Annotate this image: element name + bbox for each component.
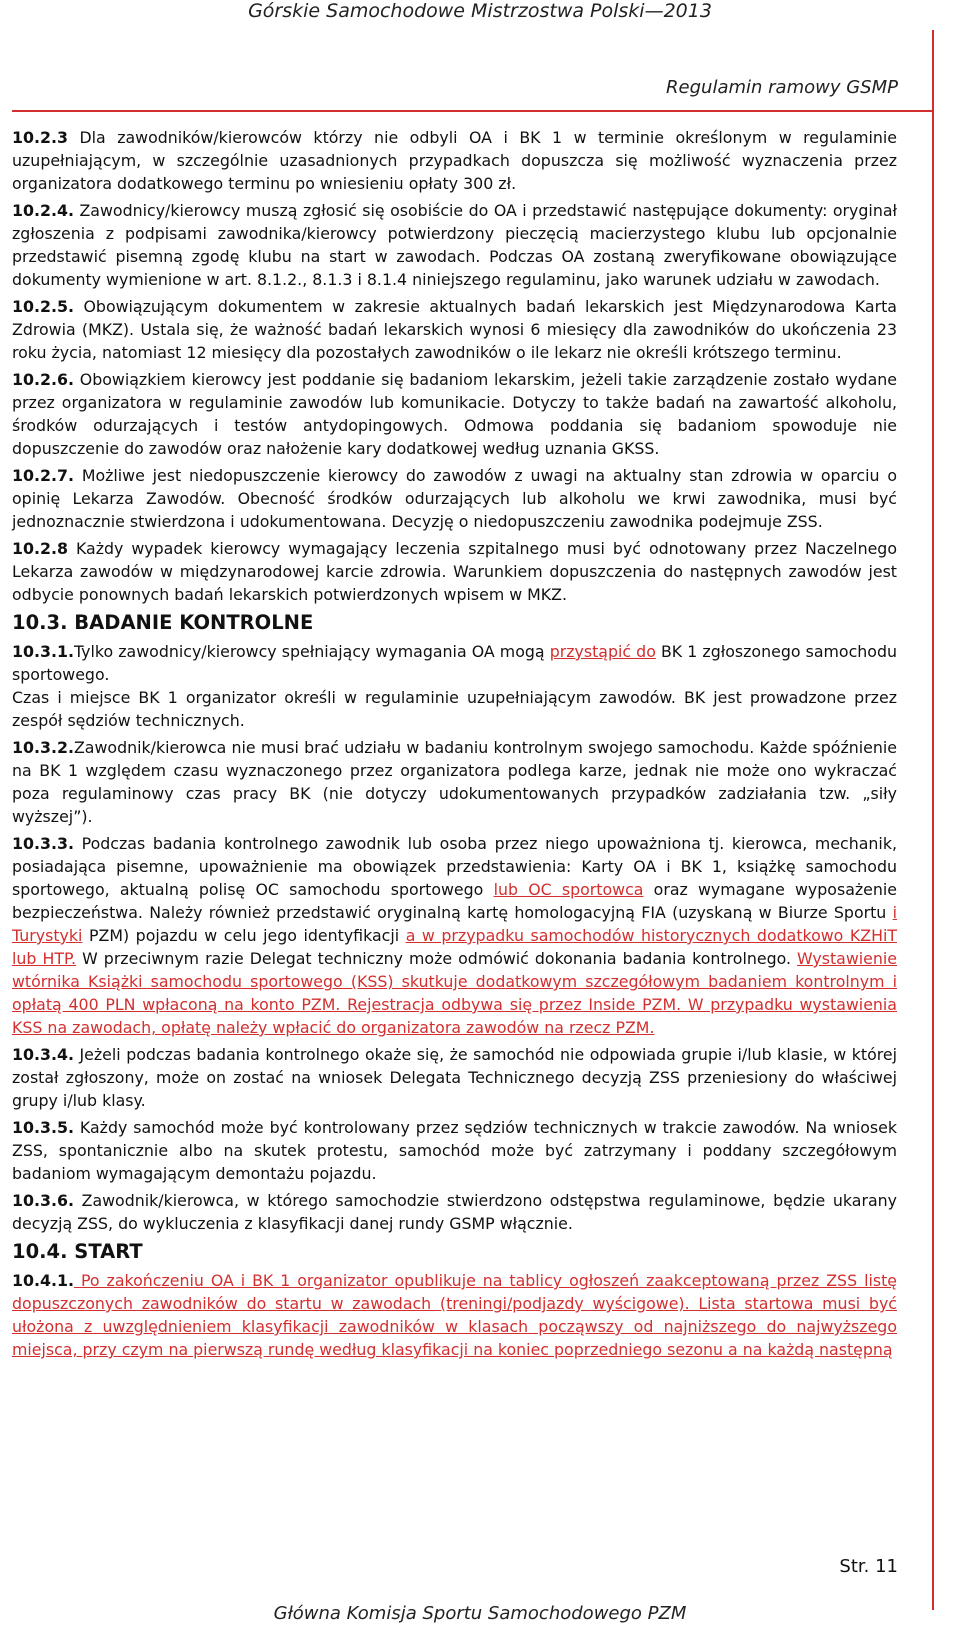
paragraph-number: 10.2.5. [12,297,74,316]
document-footer: Główna Komisja Sportu Samochodowego PZM [273,1603,687,1624]
paragraph-number: 10.3.1. [12,642,74,661]
paragraph-10-2-3 [12,126,897,195]
paragraph-text: Podczas badania kontrolnego zawodnik lub osoba przez niego upoważniona tj. kierowca, mechanik, posiadająca pisemne, upoważnienie ma obowiązek przedstawienia: Karty OA i BK 1, książkę samochodu sportowego, aktualną polisę OC samochodu sportowego [12,834,897,899]
paragraph-10-2-7 [12,464,897,533]
paragraph-text: Dla zawodników/kierowców którzy nie odbyli OA i BK 1 w terminie określonym w regulaminie uzupełniającym, w szczególnie uzasadnionych przypadkach dopuszcza się możliwość wyznaczenia przez organizatora dodatkowego terminu po wniesieniu opłaty 300 zł. [12,128,897,193]
document-header-title: Górskie Samochodowe Mistrzostwa Polski—2013 [248,0,712,22]
section-heading-10-4: 10.4. START [12,1240,143,1263]
paragraph-10-3-5 [12,1116,897,1185]
paragraph-text: Jeżeli podczas badania kontrolnego okaże się, że samochód nie odpowiada grupie i/lub klasie, w której został zgłoszony, może on zostać na wniosek Delegata Technicznego decyzją ZSS przeniesiony do właściwej grupy i/lub klasy. [12,1045,897,1110]
paragraph-text: Obowiązkiem kierowcy jest poddanie się badaniom lekarskim, jeżeli takie zarządzenie zostało wydane przez organizatora w regulaminie zawodów lub komunikacie. Dotyczy to także badań na zawartość alkoholu, środków odurzających i testów antydopingowych. Odmowa poddania się badaniom spowoduje nie dopuszczenie do zawodów oraz nałożenie kary dodatkowej według uznania GKSS. [12,370,897,458]
paragraph-number: 10.2.3 [12,128,68,147]
document-body [12,126,897,1365]
paragraph-number: 10.3.4. [12,1045,74,1064]
paragraph-text: Obowiązującym dokumentem w zakresie aktualnych badań lekarskich jest Międzynarodowa Karta Zdrowia (MKZ). Ustala się, że ważność badań lekarskich wynosi 6 miesięcy dla zawodników do ukończenia 23 roku życia, natomiast 12 miesięcy dla pozostałych zawodników o ile lekarz nie określi krótszego terminu. [12,297,897,362]
paragraph-10-2-4 [12,199,897,291]
paragraph-number: 10.4.1. [12,1271,74,1290]
paragraph-10-4-1 [12,1269,897,1361]
paragraph-text: Każdy wypadek kierowcy wymagający leczenia szpitalnego musi być odnotowany przez Naczelnego Lekarza zawodów w międzynarodowej karcie zdrowia. Warunkiem dopuszczenia do następnych zawodów jest odbycie ponownych badań lekarskich potwierdzonych wpisem w MKZ. [12,539,897,604]
amended-text: przystąpić do [549,642,656,661]
paragraph-number: 10.2.8 [12,539,68,558]
paragraph-text: Zawodnik/kierowca nie musi brać udziału w badaniu kontrolnym swojego samochodu. Każde spóźnienie na BK 1 względem czasu wyznaczonego przez organizatora podlega karze, jednak nie może ono wykraczać poza regulaminowy czas pracy BK (nie dotyczy udokumentowanych przypadków zadziałania tzw. „siły wyższej”). [12,738,897,826]
amended-text: a w przypadku samochodów historycznych dodatkowo KZHiT lub HTP. [12,926,897,968]
amended-text: lub OC sportowca [493,880,644,899]
paragraph-number: 10.2.6. [12,370,74,389]
paragraph-number: 10.3.5. [12,1118,74,1137]
paragraph-text: oraz wymagane wyposażenie bezpieczeństwa. Należy również przedstawić oryginalną kartę homologacyjną FIA (uzyskaną w Biurze Sportu [12,880,897,922]
red-horizontal-rule [12,110,932,112]
paragraph-10-2-8 [12,537,897,606]
paragraph-number: 10.3.2. [12,738,74,757]
amended-text: Po zakończeniu OA i BK 1 organizator opublikuje na tablicy ogłoszeń zaakceptowaną przez ZSS listę dopuszczonych zawodników do startu w zawodach (treningi/podjazdy wyścigowe). Lista startowa musi być ułożona z uwzględnieniem klasyfikacji zawodników w klasach począwszy od najniższego do najwyższego miejsca, przy czym na pierwszą rundę według klasyfikacji na koniec poprzedniego sezonu a na każdą następną [12,1271,897,1359]
paragraph-10-3-6 [12,1189,897,1235]
paragraph-10-3-2 [12,736,897,828]
paragraph-text: W przeciwnym razie Delegat techniczny może odmówić dokonania badania kontrolnego. [76,949,798,968]
document-header-subtitle: Regulamin ramowy GSMP [666,77,898,98]
paragraph-text: Zawodnicy/kierowcy muszą zgłosić się osobiście do OA i przedstawić następujące dokumenty: oryginał zgłoszenia z podpisami zawodnika/kierowcy potwierdzony pieczęcią macierzystego klubu lub opcjonalnie przedstawić pisemną zgodę klubu na start w zawodach. Podczas OA zostaną zweryfikowane obowiązujące dokumenty wymienione w art. 8.1.2., 8.1.3 i 8.1.4 niniejszego regulaminu, jako warunek udziału w zawodach. [12,201,897,289]
paragraph-number: 10.3.3. [12,834,74,853]
paragraph-text: PZM) pojazdu w celu jego identyfikacji [82,926,406,945]
paragraph-10-2-5 [12,295,897,364]
amended-text: i Turystyki [12,903,897,945]
red-vertical-rule [932,30,934,1610]
paragraph-10-3-1 [12,640,897,732]
paragraph-text: Każdy samochód może być kontrolowany przez sędziów technicznych w trakcie zawodów. Na wniosek ZSS, spontanicznie albo na skutek protestu, samochód może być zatrzymany i poddany szczegółowym badaniom wymagającym demontażu pojazdu. [12,1118,897,1183]
paragraph-10-2-6 [12,368,897,460]
paragraph-text: Zawodnik/kierowca, w którego samochodzie stwierdzono odstępstwa regulaminowe, będzie ukarany decyzją ZSS, do wykluczenia z klasyfikacji danej rundy GSMP włącznie. [12,1191,897,1233]
paragraph-number: 10.2.4. [12,201,74,220]
paragraph-text: BK 1 zgłoszonego samochodu sportowego. [12,642,897,684]
section-heading-10-3: 10.3. BADANIE KONTROLNE [12,611,314,634]
page-number: Str. 11 [839,1556,898,1577]
paragraph-10-3-4 [12,1043,897,1112]
paragraph-text: Tylko zawodnicy/kierowcy spełniający wymagania OA mogą [73,642,550,661]
paragraph-number: 10.2.7. [12,466,74,485]
paragraph-10-3-3 [12,832,897,1039]
paragraph-text: Możliwe jest niedopuszczenie kierowcy do zawodów z uwagi na aktualny stan zdrowia w oparciu o opinię Lekarza Zawodów. Obecność środków odurzających lub alkoholu we krwi zawodnika, musi być jednoznacznie stwierdzona i udokumentowana. Decyzję o niedopuszczeniu zawodnika podejmuje ZSS. [12,466,897,531]
amended-text: Wystawienie wtórnika Książki samochodu sportowego (KSS) skutkuje dodatkowym szczegółowym badaniem kontrolnym i opłatą 400 PLN wpłaconą na konto PZM. Rejestracja odbywa się przez Inside PZM. W przypadku wystawienia KSS na zawodach, opłatę należy wpłacić do organizatora zawodów na rzecz PZM. [12,949,897,1037]
paragraph-text: Czas i miejsce BK 1 organizator określi w regulaminie uzupełniającym zawodów. BK jest prowadzone przez zespół sędziów technicznych. [12,688,897,730]
paragraph-number: 10.3.6. [12,1191,74,1210]
